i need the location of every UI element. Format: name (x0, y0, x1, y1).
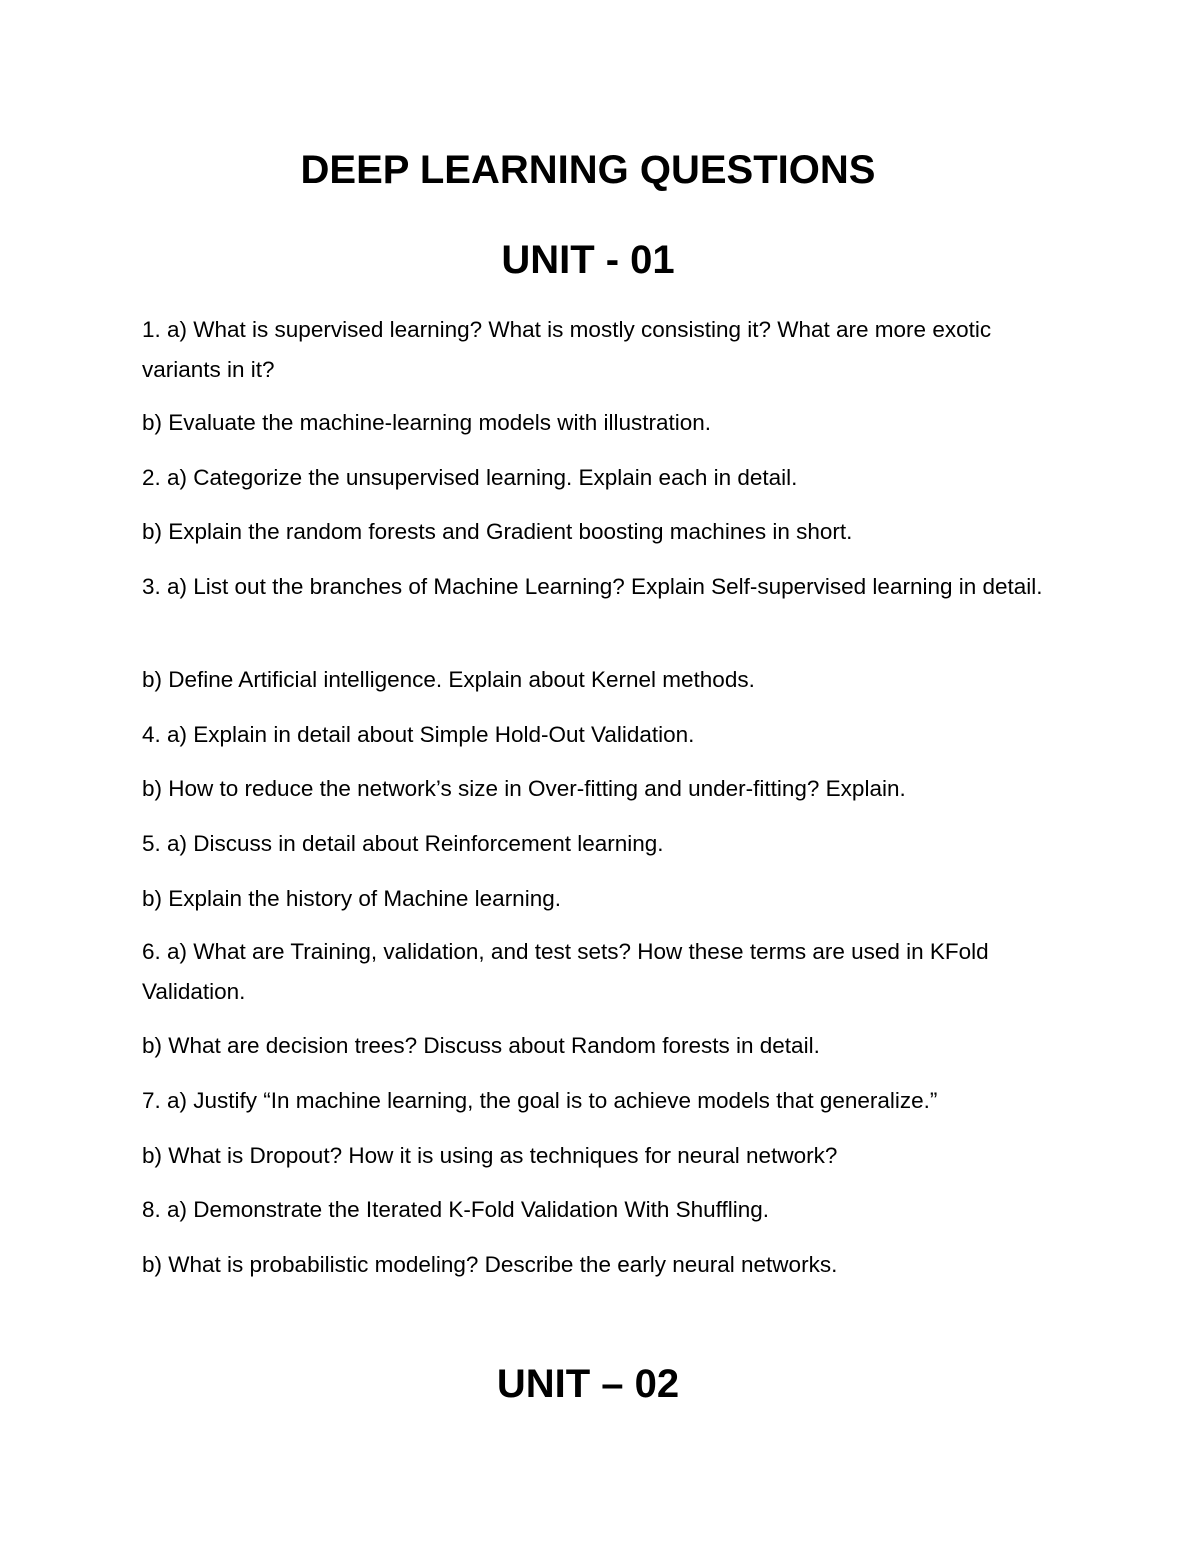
question-6b: b) What are decision trees? Discuss about Random forests in detail. (142, 1033, 820, 1058)
question-3a: 3. a) List out the branches of Machine Learning? Explain Self-supervised learning in detail. (142, 574, 1043, 599)
question-8a: 8. a) Demonstrate the Iterated K-Fold Validation With Shuffling. (142, 1197, 769, 1222)
question-7b: b) What is Dropout? How it is using as techniques for neural network? (142, 1143, 838, 1168)
question-7a: 7. a) Justify “In machine learning, the goal is to achieve models that generalize.” (142, 1088, 938, 1113)
question-1b: b) Evaluate the machine-learning models with illustration. (142, 410, 712, 435)
question-5a: 5. a) Discuss in detail about Reinforcement learning. (142, 831, 664, 856)
document-title: DEEP LEARNING QUESTIONS (300, 148, 876, 192)
question-6a: 6. a) What are Training, validation, and test sets? How these terms are used in KFold Validation. (142, 939, 989, 1004)
question-8b: b) What is probabilistic modeling? Describe the early neural networks. (142, 1252, 838, 1277)
question-2a: 2. a) Categorize the unsupervised learning. Explain each in detail. (142, 465, 798, 490)
unit-01-heading: UNIT - 01 (501, 238, 675, 282)
question-4a: 4. a) Explain in detail about Simple Hold-Out Validation. (142, 722, 695, 747)
question-1a: 1. a) What is supervised learning? What is mostly consisting it? What are more exotic variants in it? (142, 317, 992, 382)
question-3b: b) Define Artificial intelligence. Explain about Kernel methods. (142, 667, 755, 692)
question-2b: b) Explain the random forests and Gradient boosting machines in short. (142, 519, 853, 544)
question-5b: b) Explain the history of Machine learning. (142, 886, 561, 911)
question-4b: b) How to reduce the network’s size in Over-fitting and under-fitting? Explain. (142, 776, 906, 801)
unit-02-heading: UNIT – 02 (496, 1362, 680, 1406)
